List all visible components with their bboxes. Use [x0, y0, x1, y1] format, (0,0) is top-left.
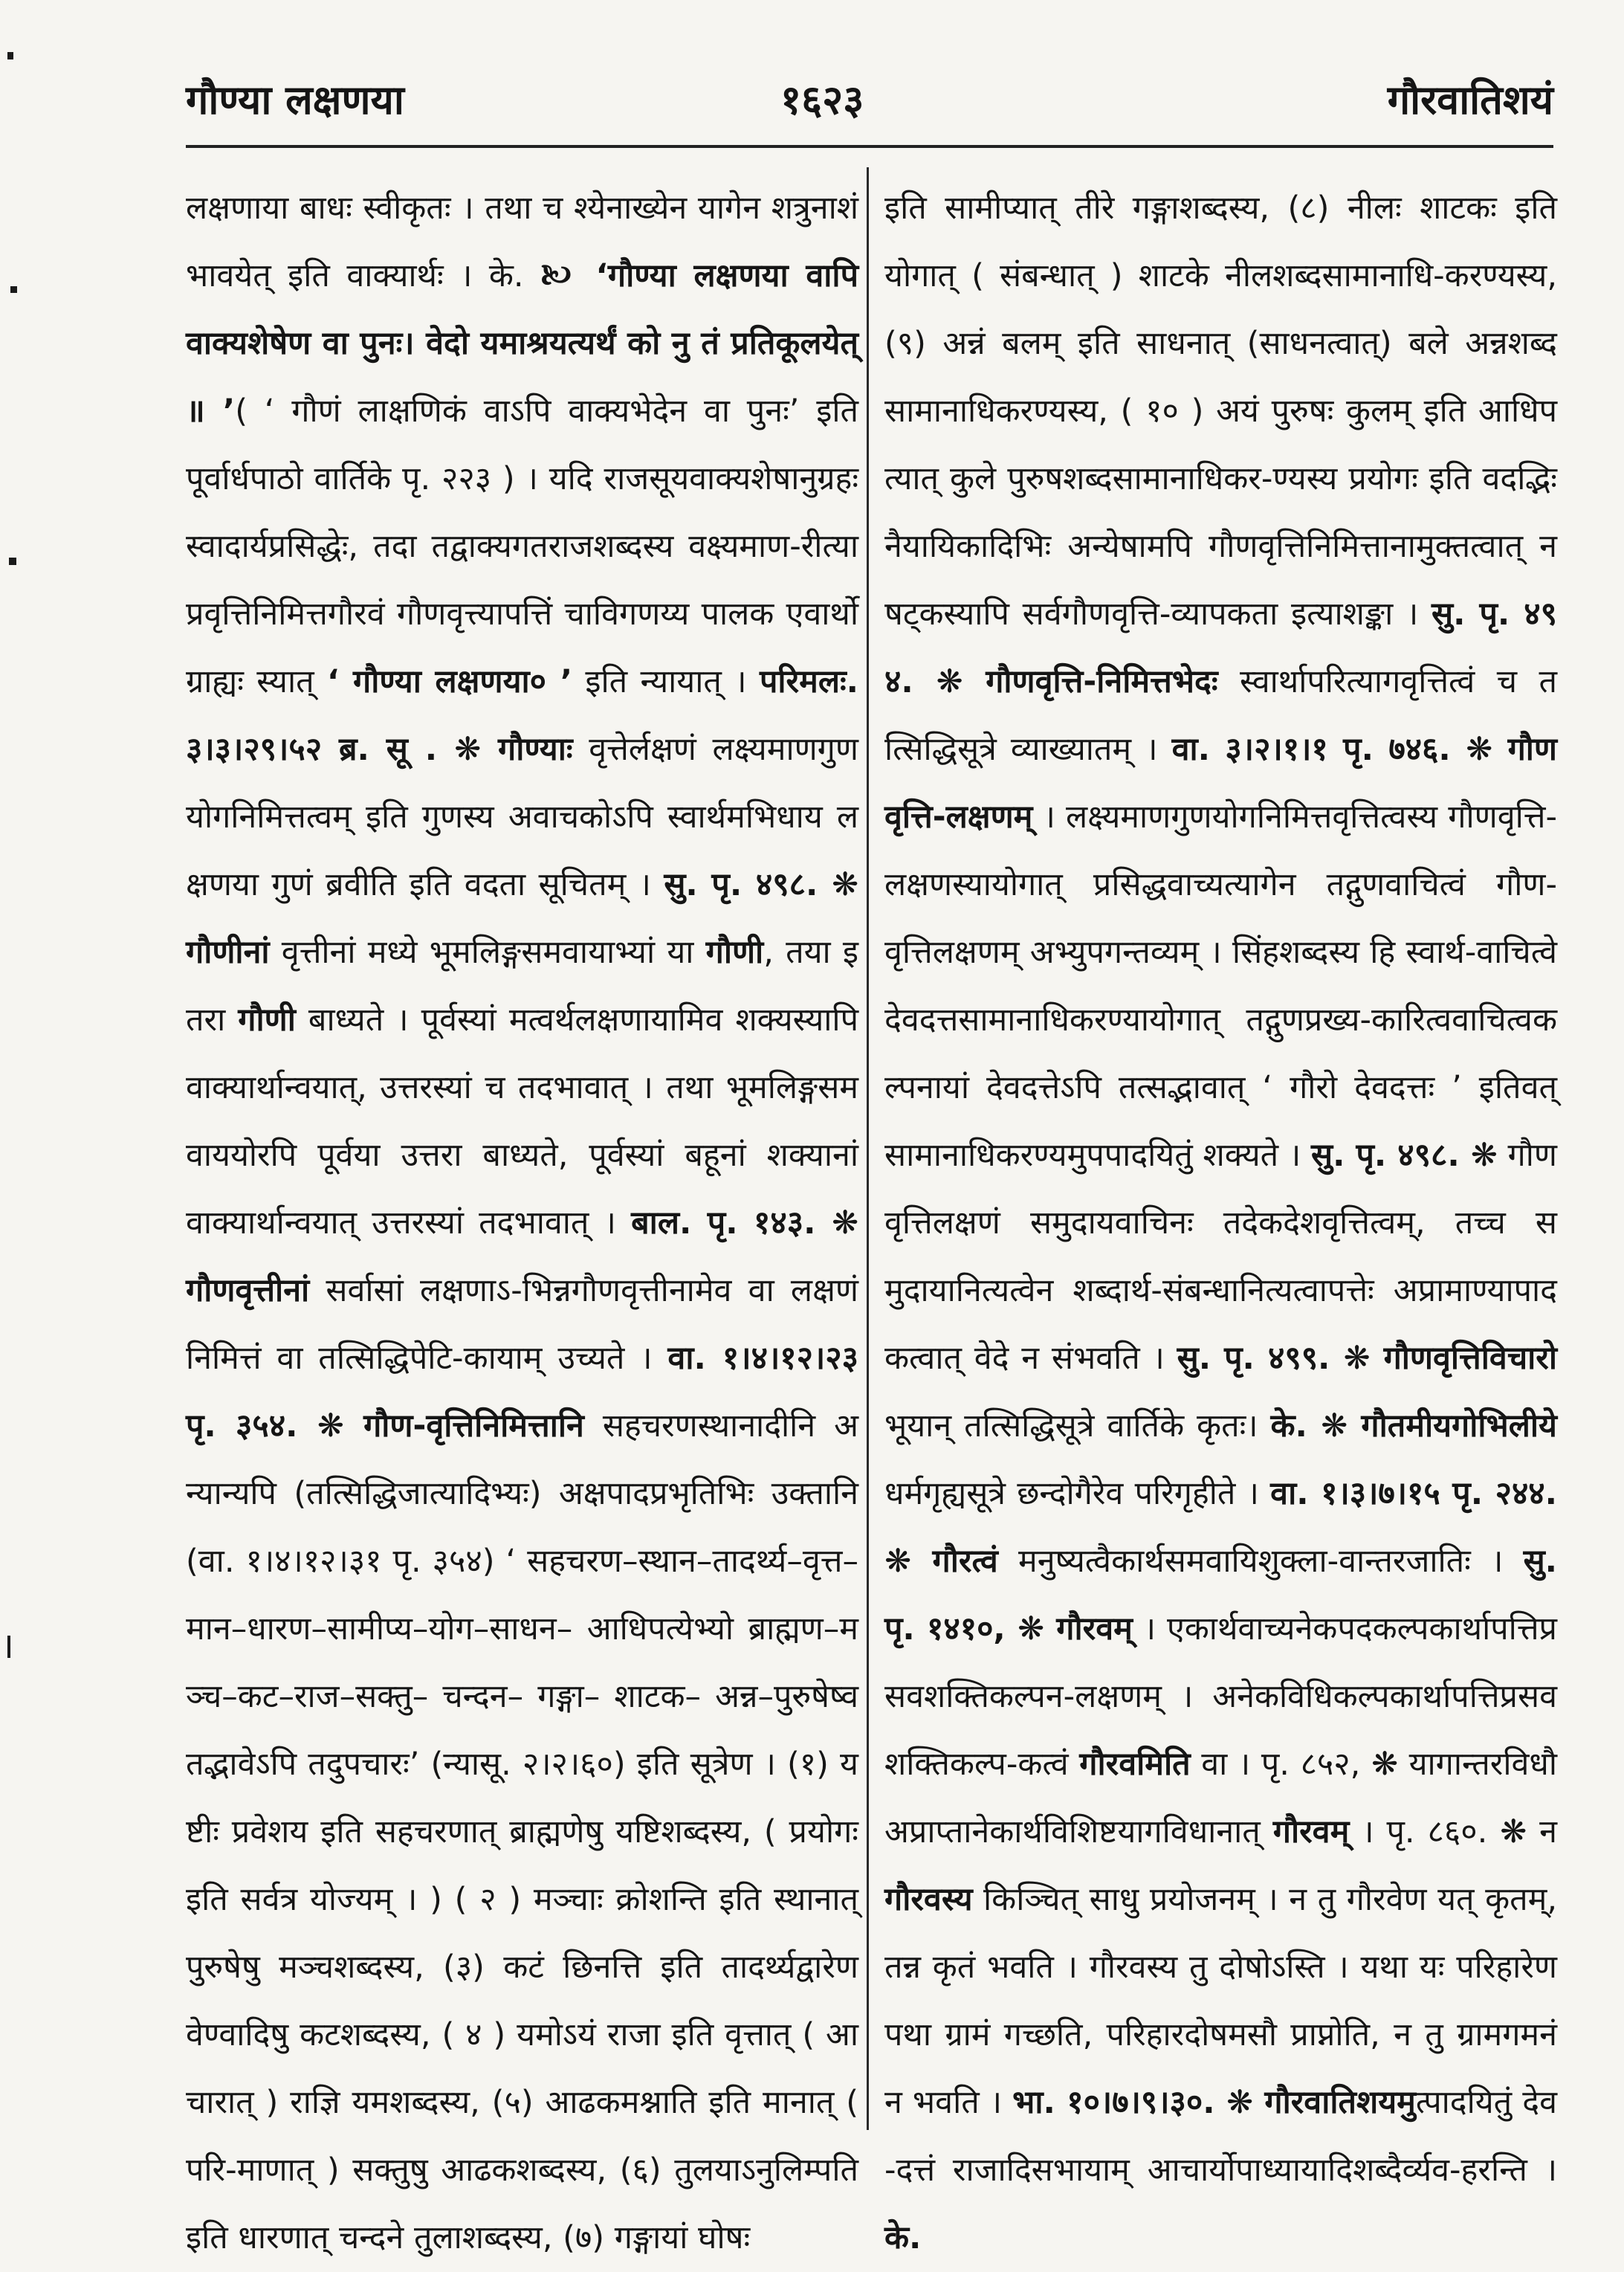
text-segment: वा. १।३।७।१५ पृ. २४४. — [1270, 1475, 1558, 1512]
text-segment: । एकार्थवाच्यनेकपदकल्पकार्थापत्तिप्रसवशक्तिकल्पन-लक्षणम् । अनेकविधिकल्पकार्थापत्तिप्रसवशक्तिकल्प-कत्वं — [884, 1610, 1557, 1783]
text-segment: ❋ गौणवृत्तिविचारो — [1343, 1340, 1557, 1377]
text-segment: बाध्यते । पूर्वस्यां मत्वर्थलक्षणायामिव शक्यस्यापि वाक्यार्थान्वयात्, उत्तरस्यां च तदभावात् । तथा भूमलिङ्गसमवाययोरपि पूर्वया उत्तरा बाध्यते, पूर्वस्यां बहूनां शक्यानां वाक्यार्थान्वयात् उत्तरस्यां तदभावात् । — [186, 1001, 858, 1242]
page-number: १६२३ — [780, 77, 864, 123]
text-segment: ❋ गौरवम् — [1018, 1610, 1133, 1647]
text-segment: इति सामीप्यात् तीरे गङ्गाशब्दस्य, (८) नीलः शाटकः इति योगात् ( संबन्धात् ) शाटके नीलशब्दसामानाधि-करण्यस्य, (९) अन्नं बलम् इति साधनात् (साधनत्वात्) बले अन्नशब्दसामानाधिकरण्यस्य, ( १० ) अयं पुरुषः कुलम् इति आधिपत्यात् कुले पुरुषशब्दसामानाधिकर-ण्यस्य प्रयोगः इति वदद्भिः नैयायिकादिभिः अन्येषामपि गौणवृत्तिनिमित्तानामुक्तत्वात् न षट्कस्यापि सर्वगौणवृत्ति-व्यापकता इत्याशङ्का । — [884, 190, 1557, 633]
text-segment: समुदायवाचिनः तदेकदेशवृत्तित्वम्, तच्च समुदायानित्यत्वेन शब्दार्थ-संबन्धानित्यत्वापत्तेः अप्रामाण्यापादकत्वात् वेदे न संभवति । — [884, 1204, 1557, 1377]
margin-mark — [9, 558, 16, 565]
text-segment: ❋ गौणवृत्ति-लक्षणम् — [884, 731, 1558, 836]
text-segment: 🙠 ‘गौण्या लक्षणया वापि वाक्यशेषेण वा पुनः। वेदो यमाश्रयत्यर्थं को नु तं प्रतिकूलयेत् ॥ ’ — [186, 257, 858, 430]
margin-mark — [7, 1636, 10, 1658]
text-segment: गौरवम् — [1272, 1813, 1350, 1850]
text-segment: ❋ गौणवृत्तीनां — [186, 1204, 859, 1309]
header-rule — [186, 145, 1553, 148]
text-segment: स्वार्थापरित्यागवृत्तित्वं च तत्सिद्धिसूत्रे व्याख्यातम् । — [884, 663, 1558, 768]
text-segment: धर्मगृह्यसूत्रे छन्दोगैरेव परिगृहीते । — [884, 1475, 1271, 1512]
margin-mark — [7, 52, 13, 59]
text-segment: मनुष्यत्वैकार्थसमवायिशुक्ला-वान्तरजातिः । — [997, 1543, 1524, 1580]
text-segment: सर्वासां लक्षणाऽ-भिन्नगौणवृत्तीनामेव वा लक्षणं निमित्तं वा तत्सिद्धिपेटि-कायाम् उच्यते । — [186, 1272, 858, 1377]
text-segment: सु. पृ. १४१०, — [884, 1543, 1557, 1647]
text-segment: । पृ. ८६०. ❋ न — [1349, 1813, 1558, 1850]
text-segment: वा. १।४।१२।२३ पृ. ३५४. — [186, 1340, 858, 1445]
text-segment: त्पादयितुं देव-दत्तं राजादिसभायाम् आचार्योपाध्यायादिशब्दैर्व्यव-हरन्ति । — [884, 2084, 1557, 2189]
text-segment: के. — [1270, 1407, 1321, 1445]
text-segment: गौणी — [238, 1001, 296, 1039]
text-segment: ( ‘ गौणं लाक्षणिकं वाऽपि वाक्यभेदेन वा पुनः’ इति पूर्वार्धपाठो वार्तिके पृ. २२३ ) । यदि राजसूयवाक्यशेषानुग्रहः स्वादार्यप्रसिद्धेः, तदा तद्वाक्यगतराजशब्दस्य वक्ष्यमाण-रीत्या प्रवृत्तिनिमित्तगौरवं गौणवृत्त्यापत्तिं चाविगणय्य पालक एवार्थो ग्राह्यः स्यात् — [186, 393, 859, 700]
text-segment: ❋ गौतमीयगोभिलीये — [1321, 1407, 1557, 1445]
text-segment: भा. १०।७।९।३०. — [1012, 2084, 1226, 2121]
running-header — [186, 71, 1553, 130]
text-segment: किञ्चित् साधु प्रयोजनम् । न तु गौरवेण यत् कृतम्, तन्न कृतं भवति । गौरवस्य तु दोषोऽस्ति । यथा यः परिहारेण पथा ग्रामं गच्छति, परिहारदोषमसौ प्राप्नोति, न तु ग्रामगमनं न भवति । — [884, 1881, 1557, 2121]
text-segment: लक्षणाया बाधः स्वीकृतः । तथा च श्येनाख्येन यागेन शत्रुनाशं भावयेत् इति वाक्यार्थः । के. — [186, 190, 858, 294]
right-column — [884, 175, 1558, 2256]
text-segment: वा । पृ. ८५२, ❋ यागान्तरविधौ अप्राप्तानेकार्थविशिष्टयागविधानात् — [884, 1746, 1557, 1850]
text-segment: बाल. पृ. १४३. — [631, 1204, 832, 1242]
text-segment: सु. पृ. ४९८. — [1311, 1137, 1471, 1174]
text-segment: ❋ गौरत्वं — [884, 1543, 998, 1580]
left-column — [186, 175, 859, 2256]
text-segment: सहचरणस्थानादीनि अन्यान्यपि (तत्सिद्धिजात्यादिभ्यः) अक्षपादप्रभृतिभिः उक्तानि (वा. १।४।१२।३१ पृ. ३५४) ‘ सहचरण–स्थान–तादर्थ्य–वृत्त–मान–धारण–सामीप्य–योग–साधन– आधिपत्येभ्यो ब्राह्मण–मञ्च–कट–राज–सक्तु– चन्दन– गङ्गा– शाटक– अन्न–पुरुषेष्वतद्भावेऽपि तदुपचारः’ (न्यासू. २।२।६०) इति सूत्रेण । (१) यष्टीः प्रवेशय इति सहचरणात् ब्राह्मणेषु यष्टिशब्दस्य, ( प्रयोगः इति सर्वत्र योज्यम् । ) ( २ ) मञ्चाः क्रोशन्ति इति स्थानात् पुरुषेषु मञ्चशब्दस्य, (३) कटं छिनत्ति इति तादर्थ्यद्वारेण वेण्वादिषु कटशब्दस्य, ( ४ ) यमोऽयं राजा इति वृत्तात् ( आचारात् ) राज्ञि यमशब्दस्य, (५) आढकमश्नाति इति मानात् ( परि-माणात् ) सक्तुषु आढकशब्दस्य, (६) तुलयाऽनुलिम्पति इति धारणात् चन्दने तुलाशब्दस्य, (७) गङ्गायां घोषः — [186, 1407, 859, 2256]
text-segment: ❋ गौण्याः — [454, 731, 573, 768]
text-segment: , तया इतरा — [186, 934, 858, 1039]
text-segment: । लक्ष्यमाणगुणयोगनिमित्तवृत्तित्वस्य गौणवृत्ति-लक्षणस्यायोगात् प्रसिद्धवाच्यत्यागेन तद्गुणवाचित्वं गौण-वृत्तिलक्षणम् अभ्युपगन्तव्यम् । सिंहशब्दस्य हि स्वार्थ-वाचित्वे देवदत्तसामानाधिकरण्यायोगात् तद्गुणप्रख्य-कारित्ववाचित्वकल्पनायां देवदत्तेऽपि तत्सद्भावात् ‘ गौरो देवदत्तः ’ इतिवत् सामानाधिकरण्यमुपपादयितुं शक्यते । — [884, 798, 1557, 1174]
text-segment: ❋ गौणवृत्ति-निमित्तभेदः — [936, 663, 1218, 700]
text-segment: के. — [884, 2219, 922, 2256]
text-segment: गौणी — [705, 934, 764, 971]
text-segment: वृत्तीनां मध्ये भूमलिङ्गसमवायाभ्यां या — [269, 934, 706, 971]
text-segment: ‘ गौण्या लक्षणया० ’ — [326, 663, 573, 700]
text-segment: सु. पृ. ४९९. — [1177, 1340, 1344, 1377]
column-divider — [867, 167, 869, 2130]
text-segment: परिमलः. ३।३।२९।५२ ब्र. सू . — [186, 663, 858, 768]
text-segment: इति न्यायात् । — [572, 663, 760, 700]
text-segment: सु. पृ. ४९४. — [884, 596, 1557, 700]
text-segment: वृत्तेर्लक्षणं लक्ष्यमाणगुणयोगनिमित्तत्वम् इति गुणस्य अवाचकोऽपि स्वार्थमभिधाय लक्षणया गुणं ब्रवीति इति वदता सूचितम् । — [186, 731, 858, 903]
header-left-title: गौण्या लक्षणया — [186, 77, 404, 123]
text-segment: गौरवमिति — [1079, 1746, 1191, 1783]
margin-mark — [10, 286, 17, 293]
header-right-title: गौरवातिशयं — [1387, 77, 1553, 123]
text-segment: गौरवस्य — [884, 1881, 973, 1918]
text-segment: ❋ गौण-वृत्तिनिमित्तानि — [317, 1407, 584, 1445]
text-segment: वा. ३।२।१।१ पृ. ७४६. — [1171, 731, 1466, 768]
text-segment: ❋ गौणीनां — [186, 866, 858, 971]
text-segment: भूयान् तत्सिद्धिसूत्रे वार्तिके कृतः। — [884, 1407, 1271, 1445]
text-segment: ❋ गौणवृत्तिलक्षणं — [884, 1137, 1557, 1242]
text-segment: ❋ गौरवातिशयमु — [1226, 2084, 1416, 2121]
text-segment: सु. पृ. ४९८. — [664, 866, 832, 903]
